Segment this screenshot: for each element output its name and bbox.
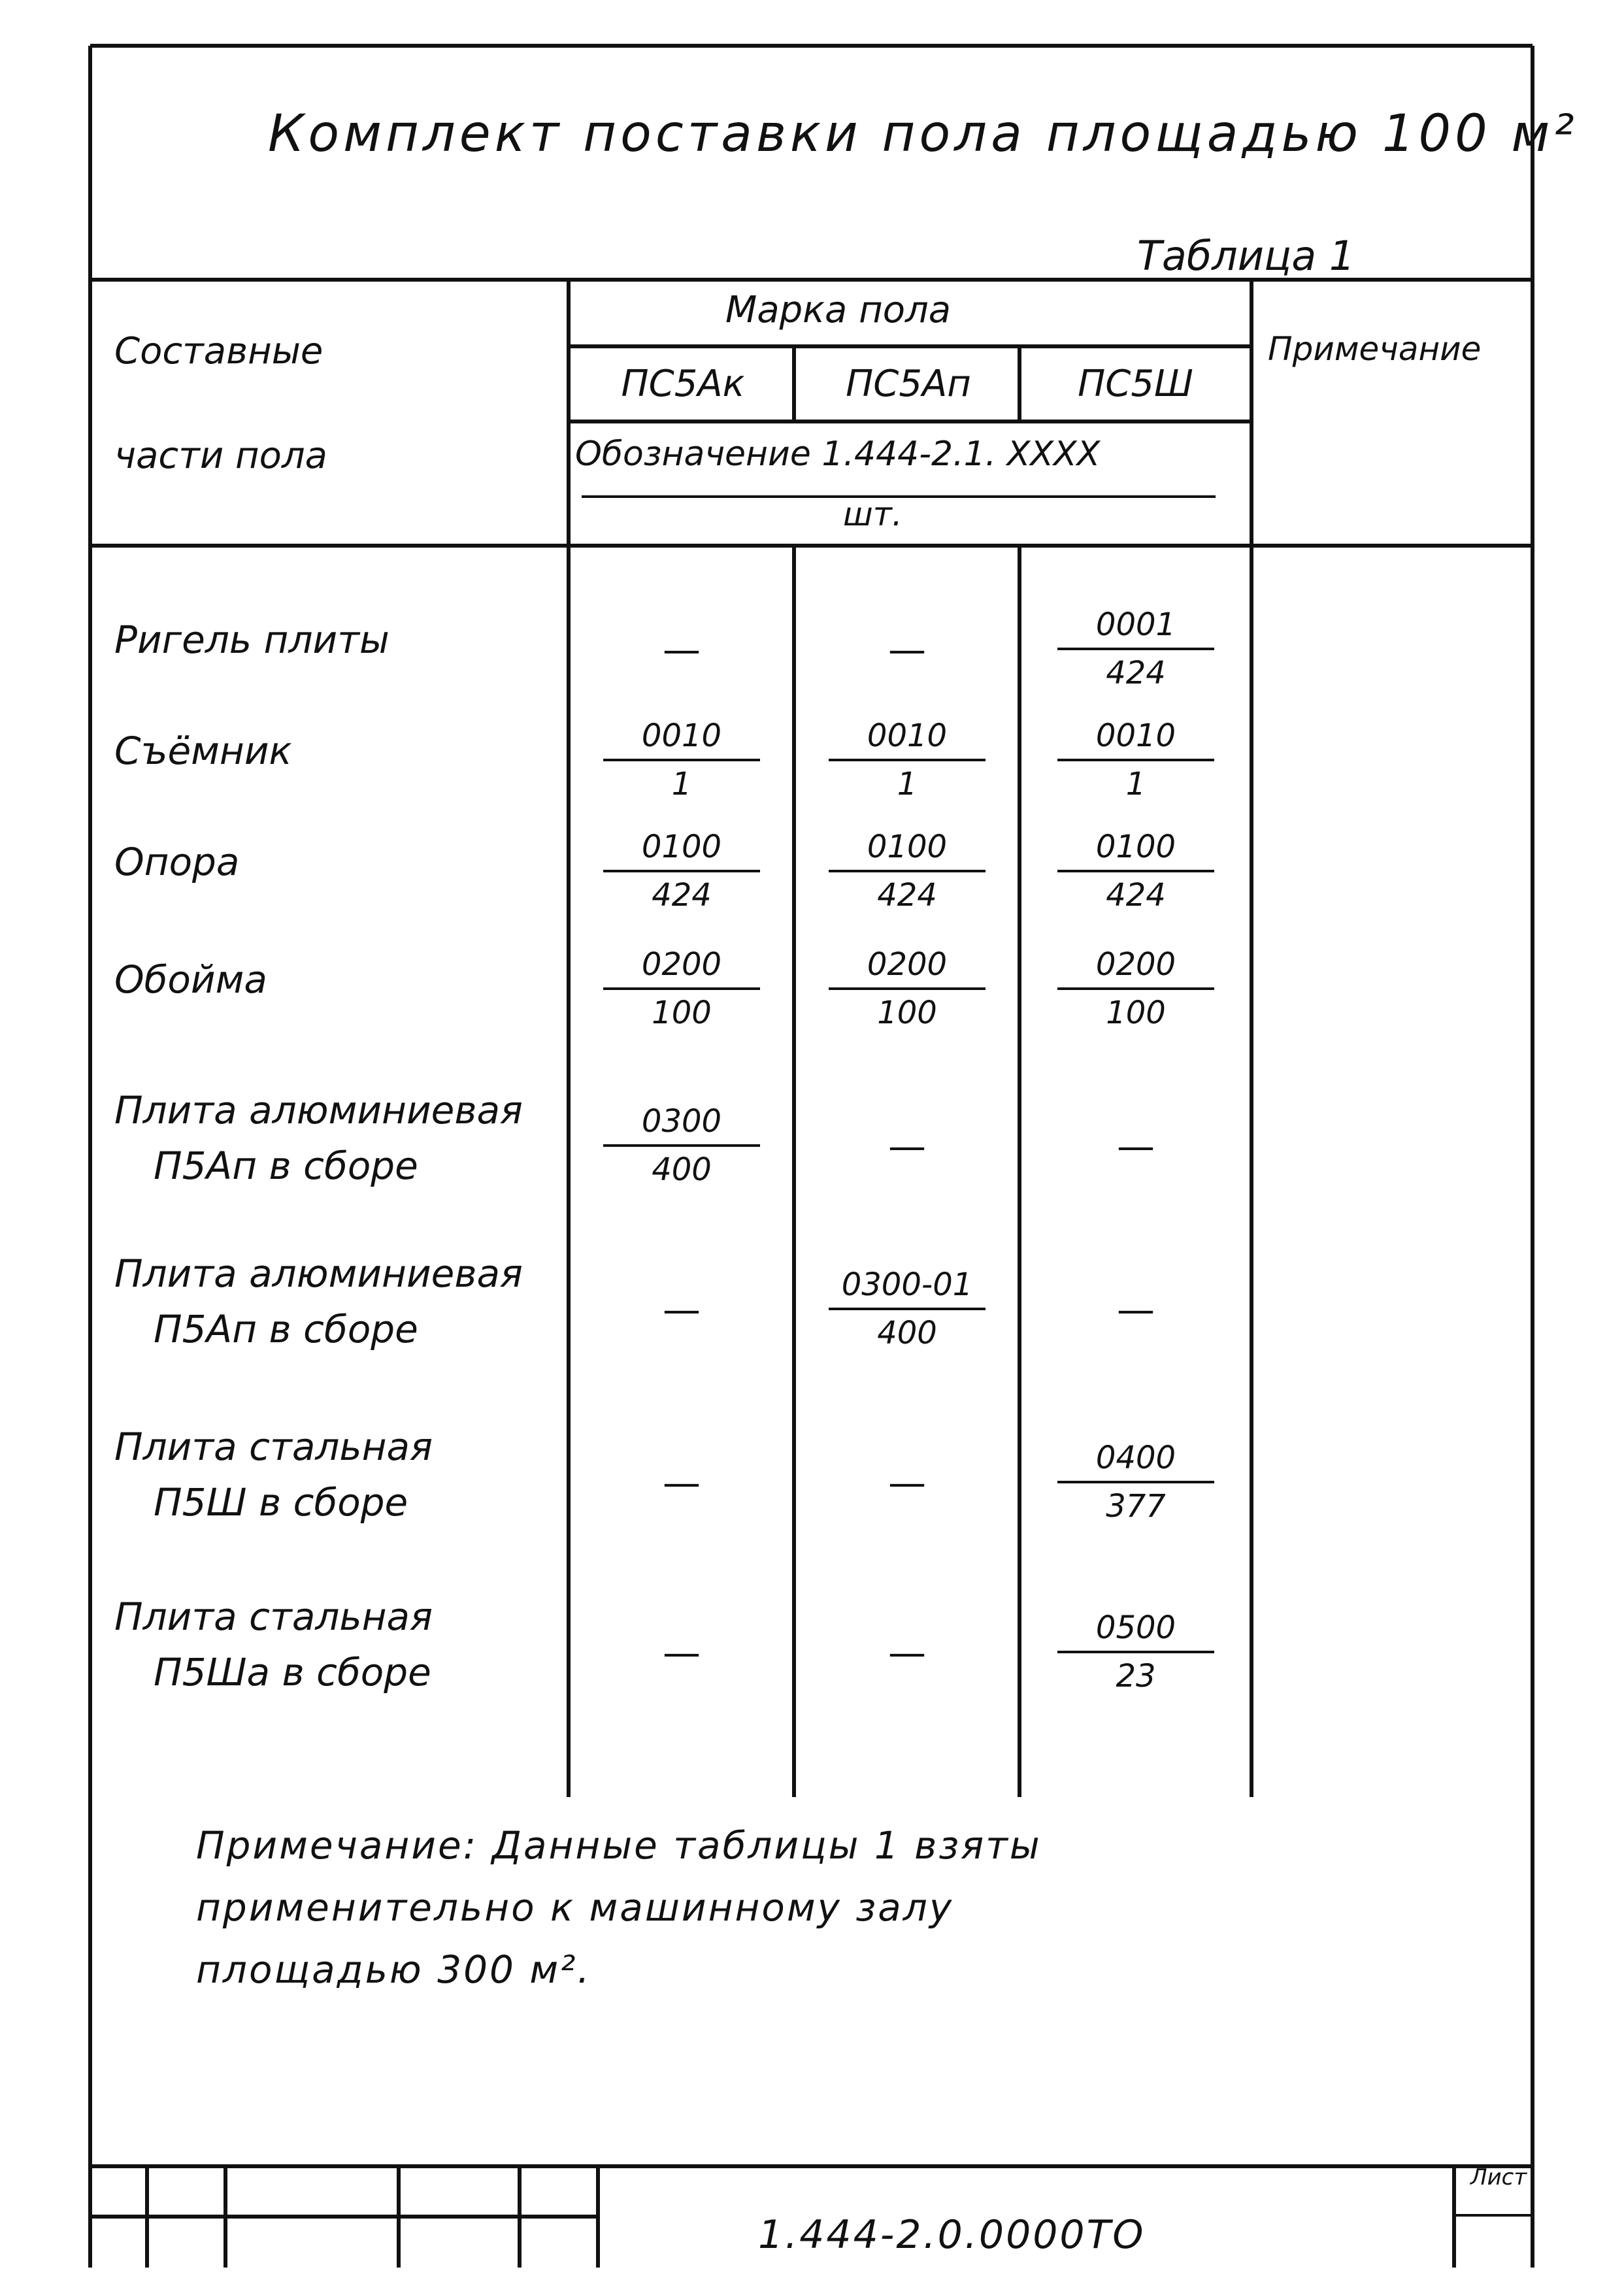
designation-number: 0500 [1095, 1610, 1176, 1646]
row-name: Ригель плиты [114, 618, 389, 662]
designation-number: 0100 [641, 829, 722, 865]
components-header-line1: Составные [114, 330, 323, 372]
quantity-value: 100 [877, 995, 937, 1031]
row-name: П5Ша в сборе [154, 1650, 431, 1694]
empty-cell: — [888, 1630, 926, 1675]
document-code: 1.444-2.0.0000ТО [758, 2212, 1146, 2258]
fraction-bar [1057, 870, 1214, 872]
row-name: П5Ш в сборе [154, 1480, 408, 1525]
quantity-cell [1038, 1438, 1234, 1527]
unit-header: шт. [843, 495, 903, 533]
fraction-bar [829, 870, 986, 872]
fraction-bar [603, 1144, 760, 1147]
fraction-bar [829, 1308, 986, 1310]
designation-number: 0300-01 [841, 1266, 973, 1303]
designation-number: 0100 [1095, 829, 1176, 865]
quantity-value: 100 [652, 995, 712, 1031]
quantity-value: 400 [877, 1315, 937, 1351]
note-line: площадью 300 м². [196, 1947, 591, 1992]
quantity-cell [1038, 716, 1234, 804]
fraction-bar [1057, 759, 1214, 761]
quantity-cell [1038, 944, 1234, 1033]
quantity-cell [584, 944, 780, 1033]
fraction-bar [829, 987, 986, 990]
quantity-value: 424 [652, 877, 712, 914]
document-title: Комплект поставки пола площадью 100 м² [268, 105, 1578, 163]
empty-cell: — [1117, 1124, 1155, 1168]
designation-number: 0200 [1095, 946, 1176, 983]
empty-cell: — [888, 627, 926, 672]
components-header-line2: части пола [114, 435, 327, 477]
quantity-value: 424 [877, 877, 937, 914]
empty-cell: — [663, 1461, 701, 1505]
fraction-bar [1057, 1651, 1214, 1653]
quantity-value: 1 [1125, 766, 1146, 802]
designation-header: Обозначение 1.444-2.1. XXXX [575, 435, 1101, 474]
designation-number: 0400 [1095, 1440, 1176, 1476]
quantity-cell [809, 944, 1005, 1033]
row-name: П5Ап в сборе [154, 1144, 418, 1188]
quantity-value: 400 [652, 1151, 712, 1188]
quantity-cell [1038, 604, 1234, 693]
empty-cell: — [663, 627, 701, 672]
fraction-bar [1057, 1481, 1214, 1483]
quantity-value: 424 [1106, 655, 1166, 691]
row-name: Плита алюминиевая [114, 1088, 523, 1132]
fraction-bar [603, 987, 760, 990]
quantity-value: 424 [1106, 877, 1166, 914]
empty-cell: — [1117, 1287, 1155, 1332]
quantity-cell [809, 716, 1005, 804]
fraction-bar [603, 759, 760, 761]
designation-number: 0001 [1095, 606, 1176, 643]
brand-header-3: ПС5Ш [1078, 363, 1193, 405]
brand-group-header: Марка пола [725, 289, 952, 331]
quantity-value: 1 [897, 766, 918, 802]
quantity-cell [584, 827, 780, 916]
quantity-cell [809, 827, 1005, 916]
brand-header-1: ПС5Ак [621, 363, 745, 405]
remark-header: Примечание [1268, 330, 1482, 368]
designation-number: 0200 [867, 946, 948, 983]
quantity-cell [584, 1101, 780, 1190]
fraction-bar [829, 759, 986, 761]
row-name: Опора [114, 840, 240, 884]
empty-cell: — [663, 1630, 701, 1675]
sheet-label: Лист [1470, 2164, 1527, 2190]
designation-number: 0010 [1095, 718, 1176, 754]
quantity-value: 100 [1106, 995, 1166, 1031]
quantity-cell [1038, 827, 1234, 916]
designation-number: 0300 [641, 1103, 722, 1140]
quantity-value: 377 [1106, 1488, 1166, 1525]
table-number: Таблица 1 [1137, 232, 1355, 280]
row-name: Плита стальная [114, 1594, 433, 1639]
designation-number: 0100 [867, 829, 948, 865]
empty-cell: — [888, 1461, 926, 1505]
note-line: Примечание: Данные таблицы 1 взяты [196, 1823, 1042, 1868]
row-name: Обойма [114, 957, 267, 1002]
row-name: Плита алюминиевая [114, 1251, 523, 1296]
row-name: Съёмник [114, 729, 292, 773]
brand-header-2: ПС5Ап [846, 363, 971, 405]
empty-cell: — [663, 1287, 701, 1332]
designation-number: 0010 [867, 718, 948, 754]
designation-number: 0200 [641, 946, 722, 983]
fraction-bar [1057, 987, 1214, 990]
designation-number: 0010 [641, 718, 722, 754]
quantity-value: 23 [1116, 1658, 1156, 1694]
fraction-bar [603, 870, 760, 872]
quantity-cell [584, 716, 780, 804]
note-line: применительно к машинному залу [196, 1885, 954, 1930]
row-name: Плита стальная [114, 1425, 433, 1469]
empty-cell: — [888, 1124, 926, 1168]
quantity-value: 1 [671, 766, 692, 802]
row-name: П5Ап в сборе [154, 1307, 418, 1351]
quantity-cell [809, 1264, 1005, 1353]
quantity-cell [1038, 1608, 1234, 1696]
fraction-bar [1057, 648, 1214, 650]
